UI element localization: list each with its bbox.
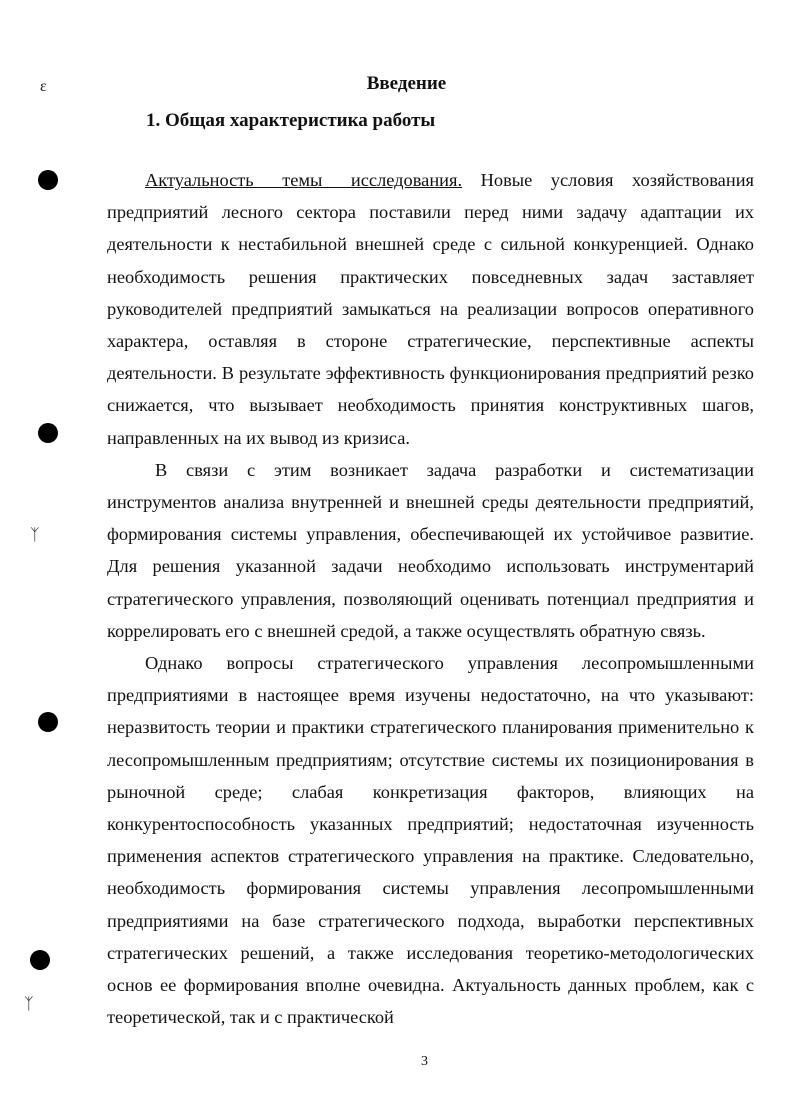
paragraph-1 bbox=[107, 164, 754, 454]
binder-hole-4 bbox=[30, 950, 50, 970]
section-heading: 1. Общая характеристика работы bbox=[146, 110, 436, 131]
binder-hole-1 bbox=[38, 170, 58, 190]
paragraph-1-text: Новые условия хозяйствования предприятий лесного сектора поставили перед ними задачу адаптации их деятельности к нестабильной внешней среде с сильной конкуренцией. Однако необходимость решения практических повседневных задач заставляет руководителей предприятий замыкаться на реализации вопросов оперативного характера, оставляя в стороне стратегические, перспективные аспекты деятельности. В результате эффективность функционирования предприятий резко снижается, что вызывает необходимость принятия конструктивных шагов, направленных на их вывод из кризиса. bbox=[107, 170, 754, 448]
page-title: Введение bbox=[366, 73, 447, 94]
paragraph-2: В связи с этим возникает задача разработки и систематизации инструментов анализа внутренней и внешней среды деятельности предприятий, формирования системы управления, обеспечивающей их устойчивое развитие. Для решения указанной задачи необходимо использовать инструментарий стратегического управления, позволяющий оценивать потенциал предприятия и коррелировать его с внешней средой, а также осуществлять обратную связь. bbox=[107, 459, 754, 641]
relevance-lead: Актуальность темы исследования. bbox=[145, 170, 463, 190]
binder-hole-2 bbox=[38, 423, 58, 443]
body-text bbox=[107, 164, 754, 1033]
scan-mark-1: ɛ bbox=[40, 78, 47, 95]
binder-hole-3 bbox=[38, 712, 58, 732]
scan-mark-2: ᛉ bbox=[30, 527, 40, 544]
paragraph-3: Однако вопросы стратегического управления лесопромышленными предприятиями в настоящее время изучены недостаточно, на что указывают: неразвитость теории и практики стратегического планирования применительно к лесопромышленным предприятиям; отсутствие системы их позиционирования в рыночной среде; слабая конкретизация факторов, влияющих на конкурентоспособность указанных предприятий; недостаточная изученность применения аспектов стратегического управления на практике. Следовательно, необходимость формирования системы управления лесопромышленными предприятиями на базе стратегического подхода, выработки перспективных стратегических решений, а также исследования теоретико-методологических основ ее формирования вполне очевидна. Актуальность данных проблем, как с теоретической, так и с практической bbox=[107, 653, 754, 1028]
scan-mark-3: ᛉ bbox=[24, 996, 34, 1013]
page-number: 3 bbox=[421, 1054, 428, 1069]
